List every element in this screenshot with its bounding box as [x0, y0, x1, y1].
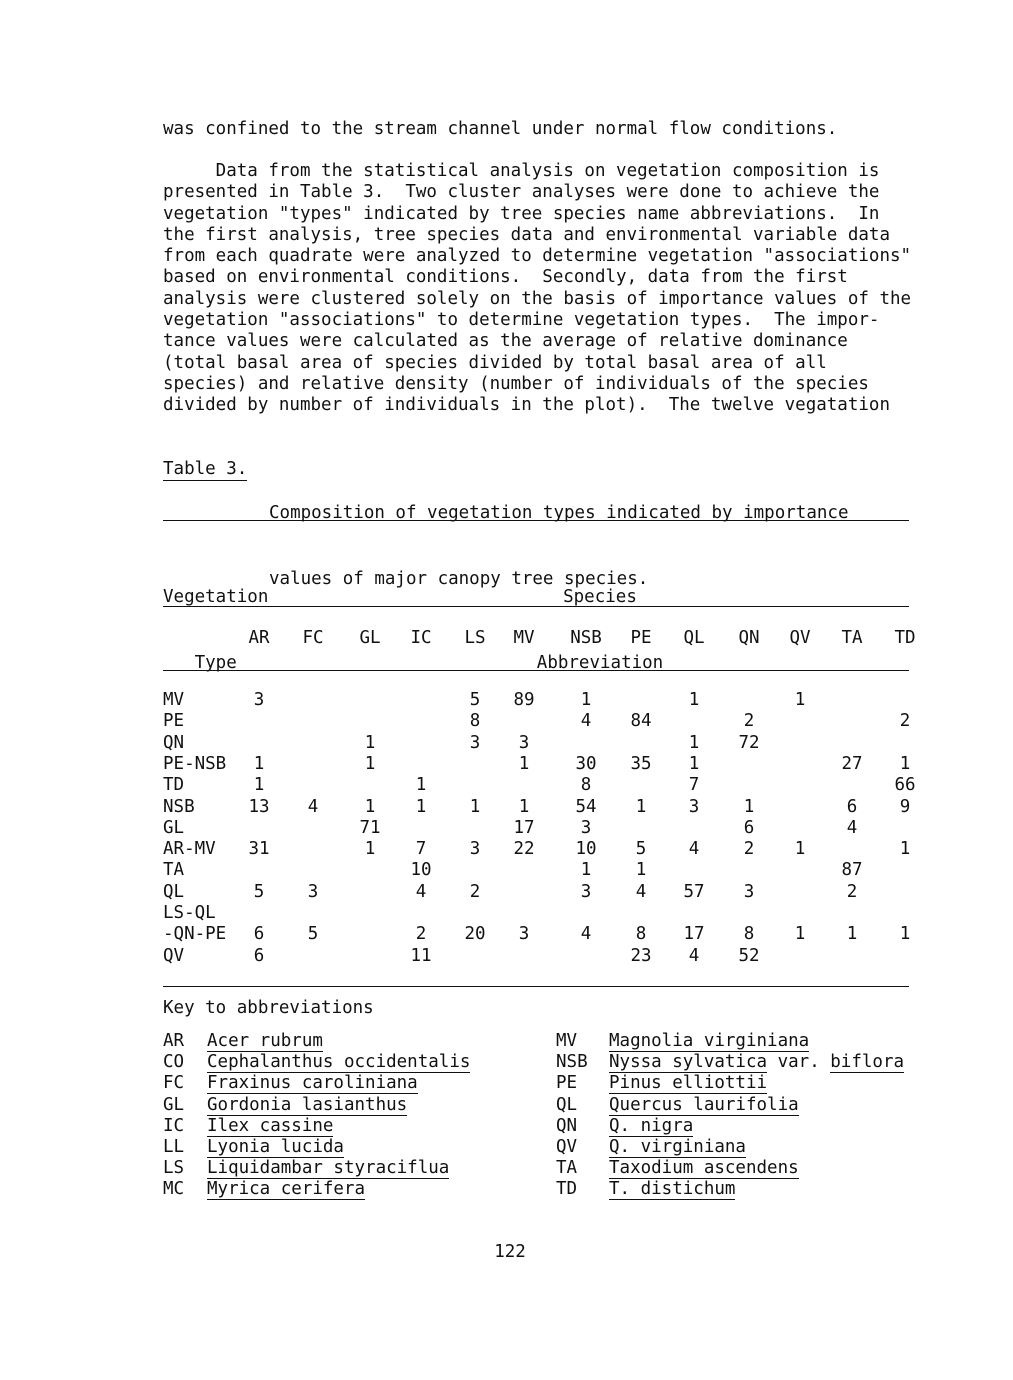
row-header-line: Vegetation: [163, 587, 269, 607]
row-label: TD: [163, 775, 185, 796]
key-abbreviation: FC: [163, 1073, 185, 1094]
key-species-name: [609, 1137, 746, 1157]
key-abbreviation: CO: [163, 1052, 185, 1073]
row-label: LS-QL: [163, 903, 216, 923]
table-cell: 2: [846, 881, 858, 902]
table-cell: 84: [630, 711, 652, 732]
row-label: QV: [163, 945, 185, 966]
table-cell: 8: [635, 924, 647, 945]
table-cell: 3: [518, 924, 530, 945]
table-cell: 6: [253, 945, 265, 966]
table-cell: 3: [518, 732, 530, 753]
table-cell: 6: [253, 924, 265, 945]
key-species-name: [207, 1137, 344, 1157]
table-cell: 1: [364, 839, 376, 860]
key-species-name: [207, 1095, 407, 1115]
table-cell: 5: [635, 839, 647, 860]
table-cell: 4: [580, 711, 592, 732]
table-cell: 23: [630, 945, 652, 966]
column-header-td: TD: [894, 628, 916, 648]
key-abbreviation: TD: [556, 1179, 578, 1200]
species-name-variety-marker: var.: [767, 1052, 831, 1073]
key-abbreviation: QL: [556, 1094, 578, 1115]
page-number: 122: [494, 1242, 526, 1262]
key-species-name: [609, 1095, 799, 1115]
table-top-rule: [163, 520, 909, 521]
table-cell: 2: [899, 711, 911, 732]
table-cell: 89: [513, 690, 535, 710]
species-name-text: Acer rubrum: [207, 1031, 323, 1051]
paragraph-line: from each quadrate were analyzed to determine vegetation "associations": [163, 246, 912, 267]
key-abbreviation: LL: [163, 1137, 185, 1157]
table-cell: 13: [248, 796, 270, 817]
row-label: QN: [163, 732, 185, 753]
column-header-ls: LS: [464, 628, 486, 648]
table-cell: 1: [846, 924, 858, 945]
table-cell: 1: [743, 796, 755, 817]
column-header-qn: QN: [738, 628, 760, 648]
table-cell: 8: [469, 711, 481, 732]
table-cell: 10: [410, 860, 432, 881]
table-cell: 71: [359, 817, 381, 838]
table-cell: 22: [513, 839, 535, 860]
key-abbreviation: PE: [556, 1073, 578, 1094]
paragraph-line: the first analysis, tree species data and environmental variable data: [163, 224, 890, 245]
body-paragraph: [163, 161, 923, 417]
species-name-text: T. distichum: [609, 1179, 736, 1200]
table-cell: 4: [688, 839, 700, 860]
table-body-rule: [163, 670, 909, 671]
paragraph-line: species) and relative density (number of individuals of the species: [163, 373, 869, 394]
table-cell: 11: [410, 945, 432, 966]
paragraph-line: vegetation "types" indicated by tree species name abbreviations. In: [163, 203, 880, 224]
table-cell: 1: [794, 839, 806, 860]
table-cell: 3: [307, 881, 319, 902]
key-title: Key to abbreviations: [163, 998, 374, 1018]
key-species-name: [609, 1116, 693, 1136]
key-abbreviation: IC: [163, 1115, 185, 1136]
table-bottom-rule: [163, 986, 909, 987]
table-cell: 2: [415, 924, 427, 945]
key-species-name: [207, 1179, 365, 1199]
table-cell: 87: [841, 860, 863, 881]
table-cell: 4: [635, 881, 647, 902]
caption-line: values of major canopy tree species.: [269, 569, 649, 589]
table-cell: 5: [469, 690, 481, 710]
table-cell: 1: [688, 690, 700, 710]
key-abbreviation: NSB: [556, 1052, 588, 1073]
species-name-text: Taxodium ascendens: [609, 1158, 799, 1179]
paragraph-line: based on environmental conditions. Secondly, data from the first: [163, 267, 848, 288]
table-cell: 8: [743, 924, 755, 945]
table-cell: 17: [683, 924, 705, 945]
table-cell: 4: [580, 924, 592, 945]
table-cell: 30: [575, 753, 597, 774]
table-header-rule: [163, 606, 909, 607]
table-cell: 3: [469, 732, 481, 753]
caption-line: Composition of vegetation types indicated by importance: [269, 503, 849, 523]
paragraph-line: presented in Table 3. Two cluster analyses were done to achieve the: [163, 182, 880, 203]
table-cell: 2: [743, 839, 755, 860]
column-header-ql: QL: [683, 628, 705, 648]
table-cell: 66: [894, 775, 916, 796]
col-group-header-line: Abbreviation: [536, 653, 664, 673]
table-cell: 1: [364, 796, 376, 817]
table-cell: 1: [364, 753, 376, 774]
table-cell: 8: [580, 775, 592, 796]
species-name-text: Q. virginiana: [609, 1137, 746, 1157]
row-label: -QN-PE: [163, 924, 227, 945]
paragraph-line: (total basal area of species divided by total basal area of all: [163, 352, 827, 373]
column-header-qv: QV: [789, 628, 811, 648]
column-header-ta: TA: [841, 628, 863, 648]
key-species-name: [609, 1073, 767, 1093]
species-name-text: Q. nigra: [609, 1115, 694, 1136]
table-cell: 54: [575, 796, 597, 817]
row-label: NSB: [163, 796, 195, 817]
table-cell: 4: [688, 945, 700, 966]
key-abbreviation: TA: [556, 1158, 578, 1179]
key-species-name: [207, 1158, 449, 1178]
table-cell: 27: [841, 753, 863, 774]
paragraph-line: analysis were clustered solely on the basis of importance values of the: [163, 288, 912, 309]
species-name-text: Pinus elliottii: [609, 1073, 768, 1094]
table-cell: 1: [794, 924, 806, 945]
paragraph-line: divided by number of individuals in the plot). The twelve vegatation: [163, 395, 890, 416]
table-cell: 1: [364, 732, 376, 753]
table-cell: 57: [683, 881, 705, 902]
species-name-variety: biflora: [830, 1052, 905, 1073]
table-cell: 5: [253, 881, 265, 902]
table-cell: 1: [688, 732, 700, 753]
table-cell: 1: [899, 753, 911, 774]
key-species-name: [609, 1158, 799, 1178]
table-cell: 1: [518, 753, 530, 774]
table-cell: 5: [307, 924, 319, 945]
key-species-name: [609, 1052, 904, 1072]
column-header-ic: IC: [410, 628, 432, 648]
key-species-name: [207, 1116, 333, 1136]
column-header-gl: GL: [359, 628, 381, 648]
key-abbreviation: AR: [163, 1031, 185, 1051]
table-label: Table 3.: [163, 459, 248, 479]
key-abbreviation: GL: [163, 1094, 185, 1115]
key-abbreviation: QV: [556, 1137, 578, 1157]
table-cell: 2: [469, 881, 481, 902]
paragraph-line: tance values were calculated as the average of relative dominance: [163, 331, 848, 352]
column-header-mv: MV: [513, 628, 535, 648]
row-label: MV: [163, 690, 185, 710]
species-name-text: Liquidambar styraciflua: [207, 1158, 450, 1179]
table-cell: 1: [899, 839, 911, 860]
table-cell: 4: [415, 881, 427, 902]
species-name-text: Quercus laurifolia: [609, 1094, 799, 1115]
key-abbreviation: QN: [556, 1115, 578, 1136]
species-name-text: Nyssa sylvatica: [609, 1052, 768, 1073]
table-cell: 9: [899, 796, 911, 817]
column-header-ar: AR: [248, 628, 270, 648]
col-group-header-line: Species: [563, 587, 637, 607]
table-cell: 3: [688, 796, 700, 817]
table-cell: 1: [580, 860, 592, 881]
table-cell: 7: [415, 839, 427, 860]
table-cell: 1: [635, 860, 647, 881]
table-cell: 17: [513, 817, 535, 838]
key-species-name: [207, 1052, 470, 1072]
key-abbreviation: LS: [163, 1158, 185, 1179]
table-cell: 6: [743, 817, 755, 838]
species-name-text: Fraxinus caroliniana: [207, 1073, 418, 1094]
table-cell: 1: [794, 690, 806, 710]
table-cell: 1: [580, 690, 592, 710]
table-cell: 3: [580, 817, 592, 838]
table-cell: 3: [469, 839, 481, 860]
key-species-name: [609, 1031, 809, 1051]
table-cell: 1: [415, 796, 427, 817]
key-species-name: [207, 1073, 418, 1093]
table-cell: 31: [248, 839, 270, 860]
table-cell: 4: [307, 796, 319, 817]
paragraph-line: vegetation "associations" to determine vegetation types. The impor-: [163, 310, 880, 331]
table-cell: 72: [738, 732, 760, 753]
key-abbreviation: MC: [163, 1179, 185, 1200]
table-cell: 1: [253, 775, 265, 796]
species-name-text: Gordonia lasianthus: [207, 1094, 408, 1115]
table-cell: 20: [464, 924, 486, 945]
row-label: PE: [163, 711, 185, 732]
table-cell: 35: [630, 753, 652, 774]
table-cell: 1: [899, 924, 911, 945]
key-species-name: [207, 1031, 323, 1051]
species-name-text: Ilex cassine: [207, 1115, 334, 1136]
body-text-first-line: was confined to the stream channel under normal flow conditions.: [163, 119, 838, 139]
table-cell: 1: [635, 796, 647, 817]
key-species-name: [609, 1179, 735, 1199]
table-cell: 4: [846, 817, 858, 838]
column-header-fc: FC: [302, 628, 324, 648]
row-label: PE-NSB: [163, 753, 227, 774]
row-header-line: Type: [163, 653, 237, 673]
column-header-pe: PE: [630, 628, 652, 648]
key-abbreviation: MV: [556, 1031, 578, 1051]
table-cell: 1: [253, 753, 265, 774]
paragraph-line: Data from the statistical analysis on vegetation composition is: [163, 161, 880, 181]
species-name-text: Magnolia virginiana: [609, 1031, 810, 1051]
table-cell: 2: [743, 711, 755, 732]
column-header-nsb: NSB: [570, 628, 602, 648]
table-cell: 10: [575, 839, 597, 860]
row-label: AR-MV: [163, 839, 216, 860]
table-cell: 3: [253, 690, 265, 710]
row-label: QL: [163, 881, 185, 902]
species-name-text: Myrica cerifera: [207, 1179, 366, 1200]
table-cell: 1: [415, 775, 427, 796]
table-cell: 3: [743, 881, 755, 902]
table-cell: 7: [688, 775, 700, 796]
row-label: GL: [163, 817, 185, 838]
table-cell: 52: [738, 945, 760, 966]
table-cell: 6: [846, 796, 858, 817]
species-name-text: Cephalanthus occidentalis: [207, 1052, 471, 1073]
row-label: TA: [163, 860, 185, 881]
table-cell: 1: [518, 796, 530, 817]
species-name-text: Lyonia lucida: [207, 1137, 344, 1157]
table-cell: 1: [469, 796, 481, 817]
table-cell: 3: [580, 881, 592, 902]
table-cell: 1: [688, 753, 700, 774]
